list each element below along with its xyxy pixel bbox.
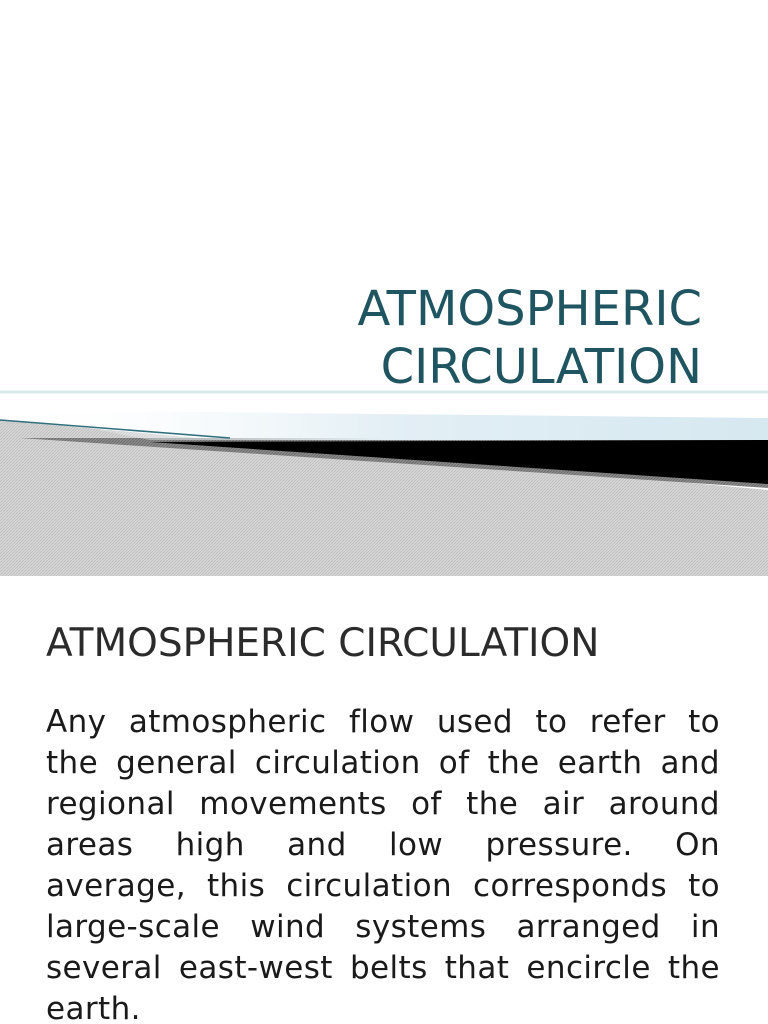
slide-title-line-1: ATMOSPHERIC (357, 281, 702, 337)
decorative-banner (0, 380, 768, 576)
slide-title (358, 280, 702, 396)
content-body: Any atmospheric flow used to refer to the general circulation of the earth and regional movements of the air around areas high and low pressure. On average, this circulation corresponds to large-scale wind systems arranged in several east-west belts that encircle the earth. (46, 704, 720, 1024)
content-slide (0, 576, 768, 1024)
slide-title-line-2: CIRCULATION (380, 339, 702, 395)
content-heading: ATMOSPHERIC CIRCULATION (46, 621, 600, 666)
